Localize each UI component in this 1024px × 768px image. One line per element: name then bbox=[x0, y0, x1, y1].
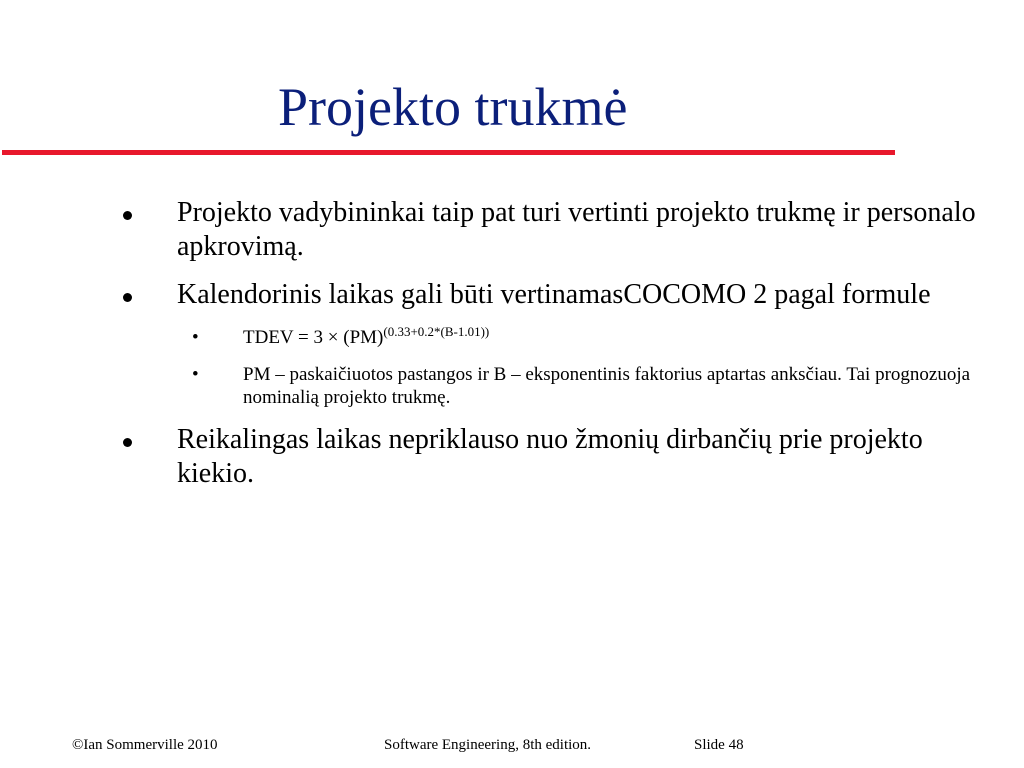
bullet-dot-icon bbox=[123, 293, 132, 302]
sub-bullet-dot-icon: • bbox=[192, 364, 199, 385]
title-underline bbox=[2, 150, 895, 155]
slide-content bbox=[120, 196, 980, 505]
sub-bullet-item bbox=[120, 363, 980, 409]
sub-bullet-item bbox=[120, 326, 980, 349]
bullet-item bbox=[120, 278, 980, 312]
bullet-dot-icon bbox=[123, 211, 132, 220]
sub-bullet-dot-icon: • bbox=[192, 327, 199, 348]
bullet-text: Reikalingas laikas nepriklauso nuo žmonių dirbančių prie projekto kiekio. bbox=[177, 424, 923, 489]
footer-book-title: Software Engineering, 8th edition. bbox=[384, 737, 592, 753]
slide-title: Projekto trukmė bbox=[278, 77, 628, 137]
bullet-text: Projekto vadybininkai taip pat turi vertinti projekto trukmę ir personalo apkrovimą. bbox=[177, 197, 976, 262]
bullet-item bbox=[120, 196, 980, 264]
bullet-item bbox=[120, 423, 980, 491]
bullet-text: Kalendorinis laikas gali būti vertinamasCOCOMO 2 pagal formule bbox=[177, 279, 931, 310]
footer-slide-number: Slide 48 bbox=[694, 737, 744, 753]
bullet-dot-icon bbox=[123, 438, 132, 447]
formula-exponent: (0.33+0.2*(B-1.01)) bbox=[383, 324, 490, 339]
sub-bullet-text: PM – paskaičiuotos pastangos ir B – eksponentinis faktorius aptartas anksčiau. Tai prognozuoja nominalią projekto trukmę. bbox=[243, 364, 971, 408]
footer-copyright: ©Ian Sommerville 2010 bbox=[72, 737, 218, 753]
formula-text: TDEV = 3 × (PM) bbox=[243, 327, 384, 348]
